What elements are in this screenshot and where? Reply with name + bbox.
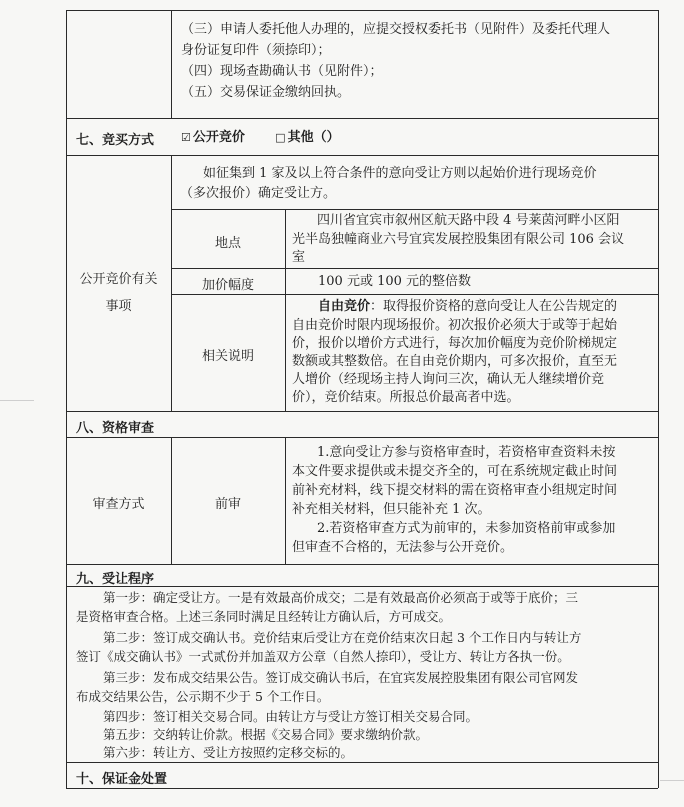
rule	[171, 294, 658, 295]
location-value: 室	[292, 250, 306, 265]
procedure-step: 第五步：交纳转让价款。根据《交易合同》要求缴纳价款。	[103, 727, 429, 742]
notes-text: 自由竞价时限内现场报价。初次报价必须大于或等于起始	[292, 318, 618, 333]
requirement-line: （三）申请人委托他人办理的，应提交授权委托书（见附件）及委托代理人	[181, 22, 611, 37]
review-rule: 本文件要求提供或未提交齐全的，可在系统规定截止时间	[292, 464, 618, 479]
location-value: 光半岛独幢商业六号宜宾发展控股集团有限公司 106 会议	[292, 232, 625, 247]
rule	[66, 10, 658, 11]
rule	[66, 586, 658, 587]
section-7-title: 七、竞买方式	[76, 133, 155, 148]
requirement-line: （五）交易保证金缴纳回执。	[181, 85, 351, 100]
rule	[66, 788, 658, 789]
section-8-title: 八、资格审查	[76, 421, 155, 436]
procedure-step: 是资格审查合格。上述三条同时满足且经转让方确认后，方可成交。	[76, 609, 452, 624]
rule	[171, 268, 658, 269]
bidding-intro: 如征集到 1 家及以上符合条件的意向受让方则以起始价进行现场竞价	[203, 166, 597, 181]
rule	[285, 437, 286, 564]
rule	[66, 411, 658, 412]
review-rule: 1.意向受让方参与资格审查时，若资格审查资料未按	[317, 445, 616, 460]
option-public-bidding: 公开竞价	[192, 130, 245, 145]
rule	[66, 155, 658, 156]
procedure-step: 第一步：确定受让方。一是有效最高价成交；二是有效最高价必须高于或等于底价；三	[103, 590, 579, 605]
notes-label: 相关说明	[201, 349, 254, 364]
notes-text-rest: ：取得报价资格的意向受让人在公告规定的	[370, 299, 618, 314]
review-rule: 2.若资格审查方式为前审的，未参加资格前审或参加	[317, 521, 616, 536]
requirement-line: 身份证复印件（须捺印）；	[181, 43, 331, 58]
location-label: 地点	[214, 236, 241, 251]
checked-box-icon: ☑	[181, 131, 191, 144]
option-other: 其他（）	[287, 130, 340, 145]
review-rule: 但审查不合格的，无法参与公开竞价。	[292, 540, 514, 555]
rule	[66, 118, 658, 119]
procedure-step: 第三步：发布成交结果公告。签订成交确认书后，在宜宾发展控股集团有限公司官网发	[103, 670, 579, 685]
free-bidding-term: 自由竞价	[318, 299, 371, 314]
review-method-value: 前审	[214, 497, 241, 512]
procedure-step: 第四步：签订相关交易合同。由转让方与受让方签订相关交易合同。	[103, 709, 479, 724]
margin-mark	[660, 780, 684, 781]
review-method-label: 审查方式	[92, 497, 145, 512]
rule	[66, 762, 658, 763]
notes-text: 价），竞价结束。所报总价最高者中选。	[292, 390, 520, 405]
section-9-title: 九、受让程序	[76, 572, 155, 587]
notes-text	[318, 299, 617, 315]
requirement-line: （四）现场查勘确认书（见附件）；	[181, 64, 383, 79]
margin-mark	[0, 400, 34, 401]
procedure-step: 第二步：签订成交确认书。竞价结束后受让方在竞价结束次日起 3 个工作日内与转让方	[103, 630, 582, 645]
review-rule: 补充相关材料，但只能补充 1 次。	[292, 502, 491, 517]
bidding-method-options	[181, 130, 340, 146]
rule	[66, 437, 658, 438]
label-line: 事项	[105, 299, 132, 314]
rule	[285, 209, 286, 411]
bidding-matters-label	[66, 268, 171, 314]
label-line: 公开竞价有关	[79, 272, 158, 287]
unchecked-box-icon: □	[275, 131, 286, 144]
location-value: 四川省宜宾市叙州区航天路中段 4 号莱茵河畔小区阳	[317, 213, 620, 228]
procedure-step: 布成交结果公告，公示期不少于 5 个工作日。	[76, 689, 330, 704]
rule	[658, 10, 659, 788]
rule	[66, 10, 67, 788]
review-rule: 前补充材料，线下提交材料的需在资格审查小组规定时间	[292, 483, 618, 498]
rule	[171, 10, 172, 118]
procedure-step: 签订《成交确认书》一式贰份并加盖双方公章（自然人捺印），受让方、转让方各执一份。	[76, 649, 570, 664]
bidding-intro: （多次报价）确定受让方。	[180, 186, 337, 201]
increment-value: 100 元或 100 元的整倍数	[318, 274, 472, 289]
rule	[66, 564, 658, 565]
notes-text: 数额或其整数倍。在自由竞价期内，可多次报价，直至无	[292, 354, 618, 369]
procedure-step: 第六步：转让方、受让方按照约定移交标的。	[103, 745, 354, 760]
notes-text: 价，报价以增价方式进行，每次加价幅度为竞价阶梯规定	[292, 336, 618, 351]
notes-text: 人增价（经现场主持人询问三次，确认无人继续增价竞	[292, 372, 605, 387]
section-10-title: 十、保证金处置	[76, 772, 168, 787]
rule	[171, 209, 658, 210]
increment-label: 加价幅度	[201, 278, 254, 293]
